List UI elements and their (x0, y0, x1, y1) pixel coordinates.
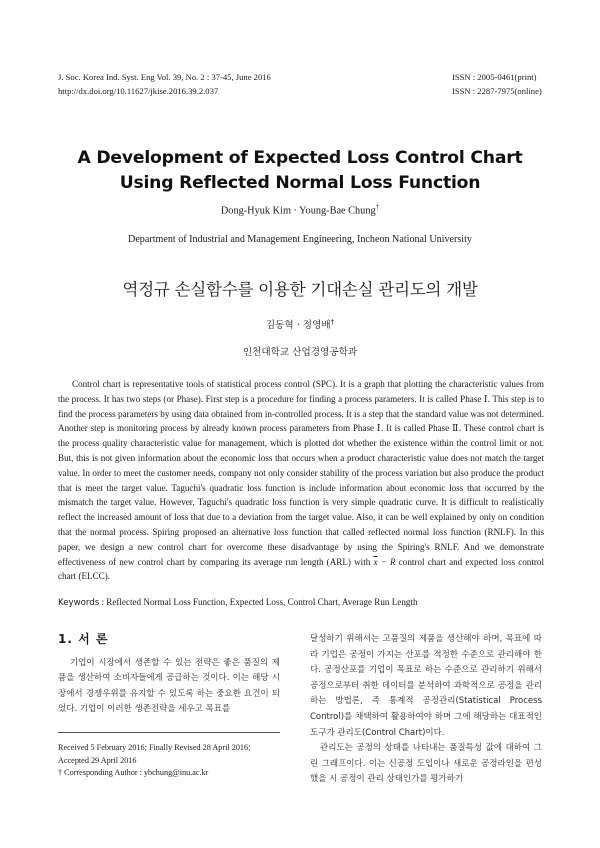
journal-citation: J. Soc. Korea Ind. Syst. Eng Vol. 39, No. 2 : 37-45, June 2016 (58, 72, 271, 82)
corresponding-author[interactable]: † Corresponding Author : ybchung@inu.ac.kr (58, 768, 209, 778)
affiliation: Department of Industrial and Management Engineering, Incheon National University (128, 234, 472, 245)
korean-author-names: 김동혁 · 정영배 (265, 320, 331, 331)
body-right-paragraph-2: 관리도는 공정의 상태를 나타내는 품질특성 값에 대하여 그린 그래프이다. 이는 신공정 도입이나 새로운 공정라인을 편성했을 시 공정이 관리 상태인가를 평가하기 (310, 743, 542, 785)
footnote-divider (58, 732, 280, 733)
issn-block (452, 71, 542, 98)
author-names: Dong-Hyuk Kim · Young-Bae Chung (220, 205, 376, 217)
abstract (58, 377, 544, 584)
body-right-column (310, 632, 542, 788)
xbar-symbol: $\overline{x}$ (373, 556, 378, 567)
keywords (58, 597, 544, 608)
body-left-paragraph: 기업이 시장에서 생존할 수 있는 전략은 좋은 품질의 제품을 생산하여 소비자들에게 공급하는 것이다. 이는 해당 시장에서 경쟁우위를 유지할 수 있도록 하는 중요한 요건이 되었다. 기업이 이러한 생존전략을 세우고 목표를 (58, 658, 280, 714)
abstract-text: Control chart is representative tools of statistical process control (SPC). It is a graph that plotting the characteristic values from the process. It has two steps (or Phase). First step is a procedure for finding a process parameters. It is called Phase Ⅰ. This step is to find the process parameters by using data obtained from in-controlled process. It is a step that the standard value was not determined. Another step is monitoring process by already known process parameters from Phase Ⅰ. It is called Phase Ⅱ. These control chart is the process quality characteristic value for management, which is plotted dot whether the existence within the control limit or not. But, this is not given information about the economic loss that occurs when a product characteristic value does not match the target value. In order to meet the customer needs, company not only consider stability of the process variation but also produce the product that is meet the target value. Taguchi's quadratic loss function is include information about economic loss that occurred by the mismatch the target value. However, Taguchi's quadratic loss function is very simple quadratic curve. It is difficult to realistically reflect the increased amount of loss that due to a deviation from the target value. Also, it can be well explained by only on condition that the normal process. Spiring proposed an alternative loss function that called reflected normal loss function (RNLF). In this paper, we design a new control chart for overcome these disadvantage by using the Spiring's RNLF. And we demonstrate effectiveness of new control chart by comparing its average run length (ARL) with (58, 379, 544, 567)
corresponding-mark: † (375, 203, 380, 211)
doi-link[interactable]: http://dx.doi.org/10.11627/jkise.2016.39.2.037 (58, 85, 219, 96)
issn-print: ISSN : 2005-0461(print) (452, 72, 537, 82)
received-date: Received 5 February 2016; Finally Revised 28 April 2016; (58, 743, 251, 752)
paper-title-line2: Using Reflected Normal Loss Function (119, 173, 481, 193)
paper-title (40, 146, 560, 196)
section-heading: 1. 서 론 (58, 632, 109, 646)
author-line (0, 203, 600, 216)
body-right-paragraph-1: 달성하기 위해서는 고품질의 제품을 생산해야 하며, 목표에 따라 기업은 공정이 가지는 산포를 적정한 수준으로 관리해야 한다. 공정산포를 기업이 목표로 하는 수준으로 관리하기 위해서 공정으로부터 취한 데이터를 분석하여 과학적으로 공정을 관리하는 방법론, 즉 통계적 공정관리(Statistical Process Control)를 채택하여 활용하여야 하며 그에 해당하는 대표적인 도구가 관리도(Control Chart)이다. (310, 634, 542, 738)
keywords-label: Keywords (58, 598, 100, 608)
keywords-list: : Reflected Normal Loss Function, Expected Loss, Control Chart, Average Run Length (101, 597, 418, 607)
journal-header (58, 71, 271, 98)
korean-title: 역정규 손실함수를 이용한 기대손실 관리도의 개발 (122, 280, 478, 299)
abstract-text-end: control chart and expected loss control chart (ELCC). (58, 556, 544, 582)
footnotes (58, 742, 280, 780)
issn-online: ISSN : 2287-7975(online) (452, 85, 542, 96)
r-symbol: − R (377, 556, 396, 567)
paper-title-line1: A Development of Expected Loss Control Chart (77, 148, 523, 168)
accepted-date: Accepted 29 April 2016 (58, 755, 137, 765)
korean-affiliation: 인천대학교 산업경영공학과 (242, 347, 358, 358)
korean-corresponding-mark: † (330, 317, 335, 326)
korean-author-line (0, 317, 600, 331)
